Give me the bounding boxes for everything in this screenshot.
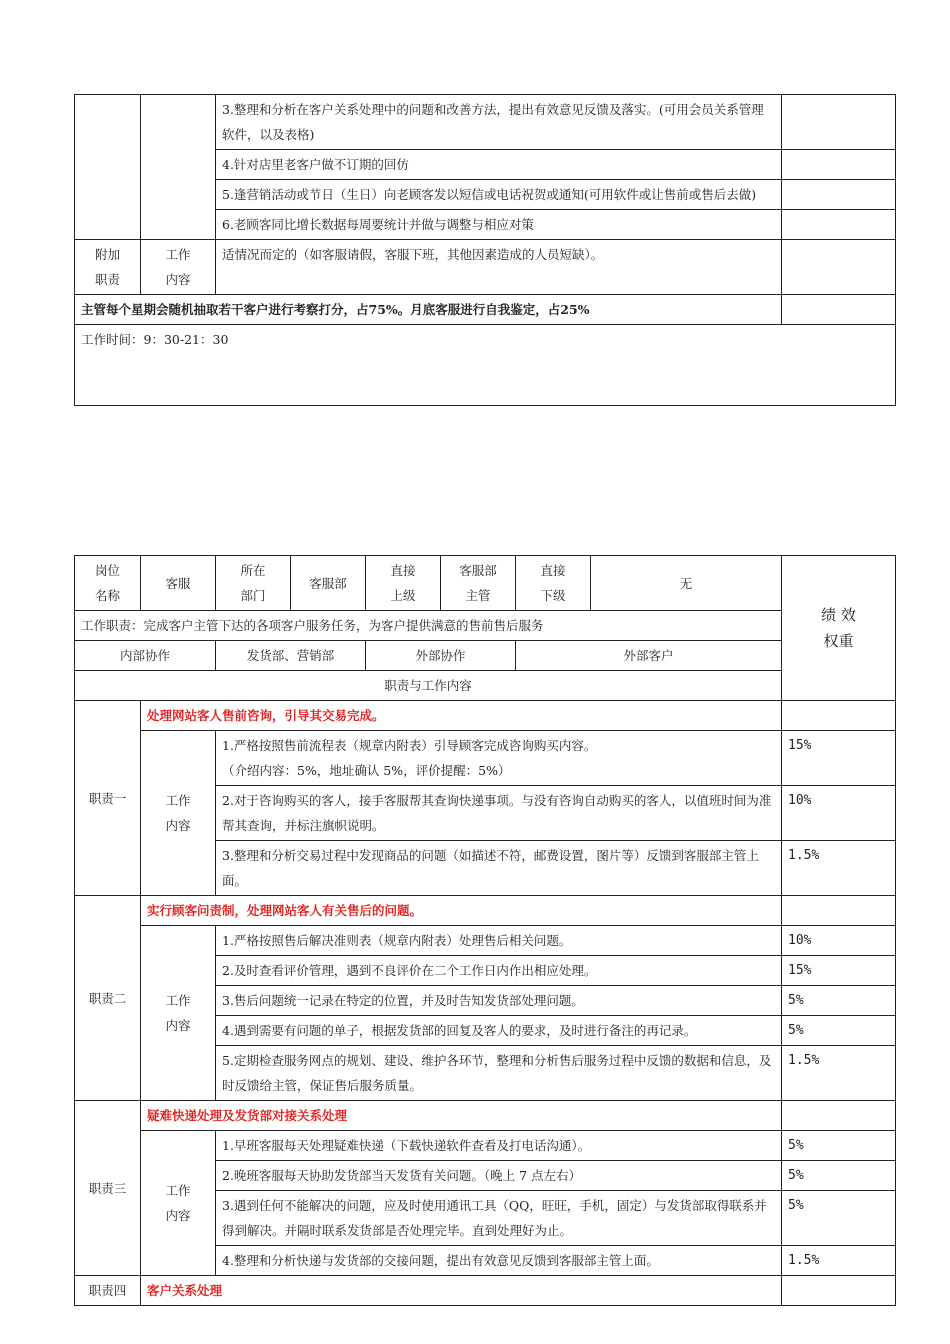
duty-name: 职责一 [75, 701, 141, 896]
weight-value: 5% [782, 1131, 896, 1161]
weight-value: 10% [782, 786, 896, 841]
weight-value: 1.5% [782, 1246, 896, 1276]
work-item: 2.晚班客服每天协助发货部当天发货有关问题。（晚上 7 点左右） [216, 1161, 782, 1191]
duty-summary: 工作职责：完成客户主管下达的各项客户服务任务，为客户提供满意的售前售后服务 [75, 611, 782, 641]
work-item: 4.针对店里老客户做不订期的回仿 [216, 150, 782, 180]
department-label: 所在 部门 [216, 556, 291, 611]
job-description-table [74, 555, 896, 1306]
work-content-label: 工作 内容 [141, 926, 216, 1101]
work-item: 3.整理和分析交易过程中发现商品的问题（如描述不符，邮费设置，图片等）反馈到客服部主管上面。 [216, 841, 782, 896]
blank-cell [75, 95, 141, 240]
department-value: 客服部 [291, 556, 366, 611]
subordinate-label: 直接 下级 [516, 556, 591, 611]
weight-cell [782, 1101, 896, 1131]
work-content-label: 工作 内容 [141, 240, 216, 295]
weight-cell [782, 150, 896, 180]
weight-value: 5% [782, 1016, 896, 1046]
external-cooperation-label: 外部协作 [366, 641, 516, 671]
work-item: 4.整理和分析快递与发货部的交接问题，提出有效意见反馈到客服部主管上面。 [216, 1246, 782, 1276]
duty-title: 疑难快递处理及发货部对接关系处理 [141, 1101, 782, 1131]
work-item: 5.逢营销活动或节日（生日）向老顾客发以短信或电话祝贺或通知(可用软件或让售前或售后去做) [216, 180, 782, 210]
work-item: 6.老顾客同比增长数据每周要统计并做与调整与相应对策 [216, 210, 782, 240]
weight-cell [782, 896, 896, 926]
weight-value: 1.5% [782, 1046, 896, 1101]
duty-name: 职责二 [75, 896, 141, 1101]
subordinate-value: 无 [591, 556, 782, 611]
superior-label: 直接 上级 [366, 556, 441, 611]
internal-cooperation-label: 内部协作 [75, 641, 216, 671]
duty-title: 实行顾客问责制，处理网站客人有关售后的问题。 [141, 896, 782, 926]
duty-table-continued [74, 94, 896, 406]
section-title: 职责与工作内容 [75, 671, 782, 701]
weight-value: 5% [782, 986, 896, 1016]
duty-name: 职责三 [75, 1101, 141, 1276]
weight-cell [782, 1276, 896, 1306]
weight-value: 1.5% [782, 841, 896, 896]
work-time: 工作时间：9：30-21：30 [75, 325, 896, 406]
work-item: 2.对于咨询购买的客人，接手客服帮其查询快递事项。与没有咨询自动购买的客人，以值班时间为准帮其查询，并标注旗帜说明。 [216, 786, 782, 841]
weight-value: 5% [782, 1161, 896, 1191]
weight-value: 15% [782, 731, 896, 786]
blank-cell [141, 95, 216, 240]
work-item: 3.整理和分析在客户关系处理中的问题和改善方法，提出有效意见反馈及落实。(可用会员关系管理软件，以及表格) [216, 95, 782, 150]
work-item: 1.严格按照售前流程表（规章内附表）引导顾客完成咨询购买内容。 （介绍内容：5%，地址确认 5%，评价提醒：5%） [216, 731, 782, 786]
post-name-value: 客服 [141, 556, 216, 611]
work-content-label: 工作 内容 [141, 731, 216, 896]
external-cooperation-value: 外部客户 [516, 641, 782, 671]
duty-title: 客户关系处理 [141, 1276, 782, 1306]
weight-value: 5% [782, 1191, 896, 1246]
weight-cell [782, 295, 896, 325]
weight-value: 15% [782, 956, 896, 986]
work-item: 5.定期检查服务网点的规划、建设、维护各环节，整理和分析售后服务过程中反馈的数据和信息，及时反馈给主管，保证售后服务质量。 [216, 1046, 782, 1101]
work-content-label: 工作 内容 [141, 1131, 216, 1276]
work-item: 3.售后问题统一记录在特定的位置，并及时告知发货部处理问题。 [216, 986, 782, 1016]
weight-cell [782, 180, 896, 210]
superior-value: 客服部 主管 [441, 556, 516, 611]
work-item: 2.及时查看评价管理，遇到不良评价在二个工作日内作出相应处理。 [216, 956, 782, 986]
extra-duty-label: 附加 职责 [75, 240, 141, 295]
post-name-label: 岗位 名称 [75, 556, 141, 611]
weight-cell [782, 95, 896, 150]
extra-duty-text: 适情况而定的（如客服请假，客服下班，其他因素造成的人员短缺）。 [216, 240, 782, 295]
weight-cell [782, 240, 896, 295]
weight-cell [782, 210, 896, 240]
work-item: 4.遇到需要有问题的单子，根据发货部的回复及客人的要求，及时进行备注的再记录。 [216, 1016, 782, 1046]
work-item: 1.早班客服每天处理疑难快递（下载快递软件查看及打电话沟通）。 [216, 1131, 782, 1161]
duties-body [75, 701, 896, 1306]
duty-title: 处理网站客人售前咨询，引导其交易完成。 [141, 701, 782, 731]
performance-weight-header: 绩 效 权重 [782, 556, 896, 701]
weight-value: 10% [782, 926, 896, 956]
weight-cell [782, 701, 896, 731]
internal-cooperation-value: 发货部、营销部 [216, 641, 366, 671]
duty-name: 职责四 [75, 1276, 141, 1306]
work-item: 3.遇到任何不能解决的问题，应及时使用通讯工具（QQ，旺旺，手机，固定）与发货部取得联系并得到解决。并隔时联系发货部是否处理完毕。直到处理好为止。 [216, 1191, 782, 1246]
work-item: 1.严格按照售后解决准则表（规章内附表）处理售后相关问题。 [216, 926, 782, 956]
assessment-note: 主管每个星期会随机抽取若干客户进行考察打分，占75%。月底客服进行自我鉴定，占25% [75, 295, 782, 325]
